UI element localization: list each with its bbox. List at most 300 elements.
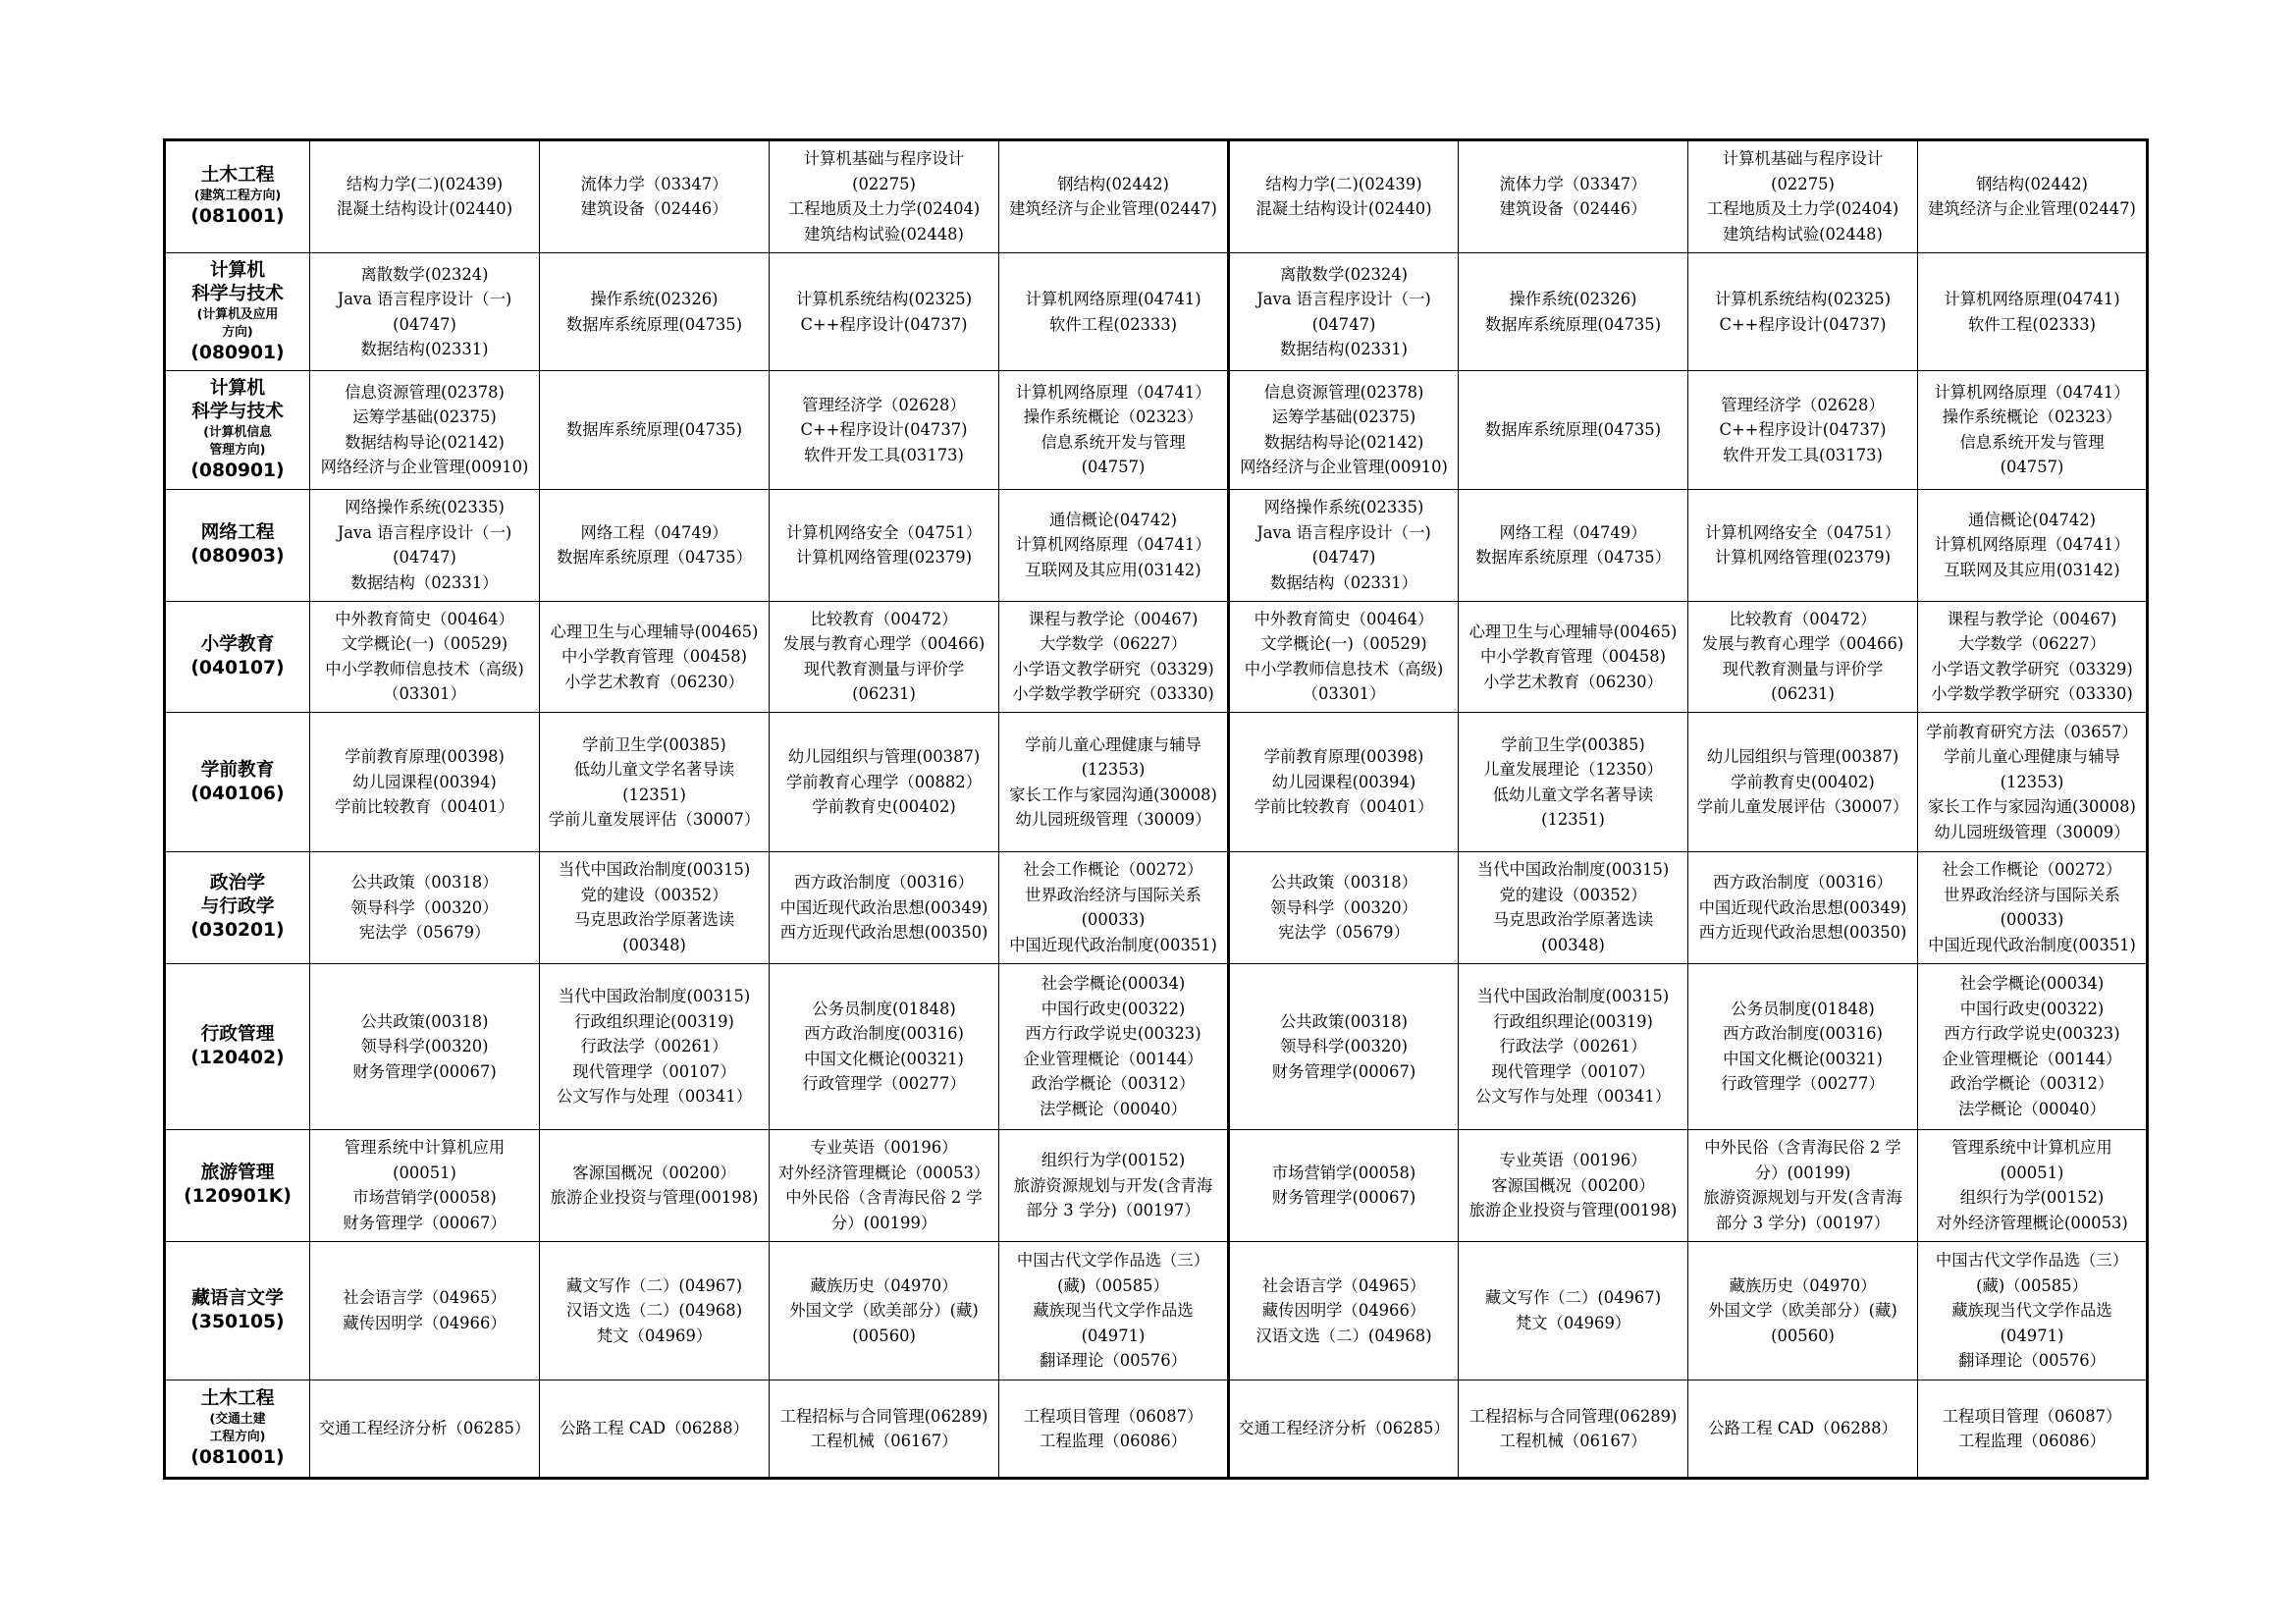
- course-line: 结构力学(二)(02439): [1265, 174, 1422, 193]
- course-line: 信息资源管理(02378): [1263, 382, 1424, 402]
- course-line: 法学概论（00040）: [1957, 1099, 2107, 1118]
- course-cell: [1918, 252, 2148, 370]
- course-line: 信息系统开发与管理: [1041, 432, 1186, 452]
- course-line: 学前儿童发展评估（30007）: [1696, 797, 1909, 817]
- course-line: 小学语文教学研究（03329): [1931, 659, 2133, 678]
- course-cell: [999, 1129, 1229, 1241]
- course-line: 计算机网络原理（04741）: [1934, 535, 2130, 555]
- course-line: 数据库系统原理(04735): [1484, 420, 1662, 440]
- course-cell: [540, 1241, 770, 1380]
- course-line: 企业管理概论（00144）: [1942, 1049, 2122, 1068]
- table-row: [165, 1380, 2148, 1479]
- course-cell: [540, 963, 770, 1129]
- course-line: 领导科学(00320): [1279, 1037, 1409, 1056]
- course-line: 当代中国政治制度(00315): [1476, 860, 1670, 880]
- course-cell: [310, 1380, 540, 1479]
- course-line: 计算机网络管理(02379): [795, 548, 973, 568]
- course-line: 幼儿园班级管理（30009）: [1934, 822, 2130, 841]
- course-line: 网络工程（04749）: [580, 522, 728, 542]
- course-line: 家长工作与家园沟通(30008): [1009, 785, 1217, 804]
- course-line: 学前教育心理学（00882）: [785, 772, 983, 791]
- course-line: 学前教育史(00402): [1731, 772, 1875, 791]
- major-line: 土木工程: [200, 1388, 275, 1410]
- course-line: 通信概论(04742): [1967, 510, 2097, 529]
- course-line: 计算机基础与程序设计: [803, 149, 965, 169]
- course-line: 财务管理学(00067): [1271, 1061, 1416, 1081]
- major-line: (081001): [190, 1447, 285, 1469]
- course-line: 工程项目管理（06087）: [1942, 1406, 2122, 1426]
- course-cell: [540, 713, 770, 852]
- course-line: 学前儿童心理健康与辅导: [1944, 747, 2120, 767]
- course-line: 藏族历史（04970）: [1729, 1275, 1877, 1295]
- major-cell: [165, 851, 310, 963]
- course-line: 钢结构(02442): [1976, 174, 2088, 193]
- course-line: 计算机系统结构(02325): [1714, 290, 1892, 309]
- course-line: 混凝土结构设计(02440): [1255, 199, 1432, 219]
- course-line: (04747): [393, 314, 456, 334]
- course-line: 部分 3 学分)（00197）: [1026, 1201, 1201, 1219]
- course-line: 梵文（04969）: [596, 1326, 713, 1345]
- course-line: 社会学概论(00034): [1041, 974, 1186, 994]
- course-cell: [1918, 489, 2148, 601]
- course-cell: [1459, 489, 1688, 601]
- course-line: 建筑经济与企业管理(02447): [1928, 199, 2136, 219]
- course-cell: [1459, 601, 1688, 713]
- course-cell: [540, 851, 770, 963]
- course-line: 西方近现代政治思想(00350): [779, 923, 988, 943]
- course-cell: [999, 1380, 1229, 1479]
- course-cell: [1229, 601, 1459, 713]
- course-line: 建筑结构试验(02448): [804, 224, 964, 244]
- course-line: 中小学教育管理（00458): [1479, 647, 1667, 667]
- course-line: 操作系统概论（02323）: [1942, 407, 2122, 427]
- course-line: 西方行政学说史(00323): [1944, 1024, 2120, 1044]
- course-line: 幼儿园组织与管理(00387): [1706, 747, 1899, 767]
- course-cell: [1459, 140, 1688, 253]
- course-line: 管理系统中计算机应用: [1951, 1138, 2112, 1158]
- exam-schedule-table: [163, 138, 2149, 1480]
- course-line: 建筑结构试验(02448): [1723, 224, 1883, 244]
- course-line: 学前比较教育（00401）: [335, 797, 514, 817]
- course-line: 公务员制度(01848): [1731, 999, 1875, 1018]
- course-line: 离散数学(02324): [1279, 264, 1409, 284]
- major-line: (040106): [190, 783, 285, 804]
- course-line: 比较教育（00472）: [1729, 609, 1877, 628]
- course-line: 文学概论(一)（00529): [1260, 634, 1427, 654]
- course-line: 家长工作与家园沟通(30008): [1928, 797, 2136, 817]
- course-line: (12351): [622, 785, 686, 804]
- major-line: (120402): [190, 1047, 285, 1068]
- course-cell: [770, 851, 999, 963]
- major-line: (080901): [190, 342, 285, 363]
- course-cell: [1459, 851, 1688, 963]
- course-line: 计算机网络安全（04751）: [1704, 522, 1901, 542]
- course-line: 工程机械（06167）: [810, 1432, 958, 1451]
- course-line: 中国行政史(00322): [1041, 999, 1186, 1018]
- major-line: 管理方向): [209, 442, 266, 458]
- major-line: (080903): [190, 546, 285, 568]
- course-cell: [1459, 1380, 1688, 1479]
- course-line: 马克思政治学原著选读: [1492, 910, 1654, 930]
- course-line: 公文写作与处理（00341）: [1474, 1087, 1672, 1106]
- course-line: 数据库系统原理(04735): [1484, 314, 1662, 334]
- course-line: 中外民俗（含青海民俗 2 学: [1704, 1138, 1901, 1158]
- course-line: 学前教育原理(00398): [345, 747, 505, 767]
- course-line: 客源国概况（00200）: [572, 1163, 736, 1182]
- course-line: 互联网及其应用(03142): [1025, 560, 1201, 579]
- major-line: 科学与技术: [191, 401, 284, 422]
- course-line: 离散数学(02324): [360, 264, 489, 284]
- major-line: (040107): [190, 657, 285, 678]
- course-cell: [999, 713, 1229, 852]
- course-line: 西方政治制度（00316）: [1713, 873, 1893, 893]
- major-cell: [165, 252, 310, 370]
- course-line: 宪法学（05679）: [358, 923, 491, 943]
- course-line: 财务管理学(00067): [1271, 1188, 1416, 1208]
- major-line: (030201): [190, 920, 285, 942]
- course-cell: [1688, 252, 1918, 370]
- course-line: 学前儿童发展评估（30007）: [548, 810, 761, 830]
- course-line: 运筹学基础(02375): [1271, 407, 1416, 427]
- course-cell: [770, 1380, 999, 1479]
- course-cell: [1918, 963, 2148, 1129]
- course-cell: [770, 252, 999, 370]
- course-line: (12353): [1081, 760, 1146, 780]
- course-line: 对外经济管理概论(00053): [1936, 1213, 2128, 1232]
- course-line: 西方近现代政治思想(00350): [1698, 923, 1907, 943]
- course-line: 领导科学（00320）: [1269, 897, 1418, 917]
- course-cell: [1459, 1241, 1688, 1380]
- course-line: 专业英语（00196）: [810, 1138, 958, 1158]
- course-cell: [1229, 1380, 1459, 1479]
- course-line: 政治学概论（00312）: [1031, 1074, 1196, 1094]
- table-row: [165, 140, 2148, 253]
- course-line: 行政组织理论(00319): [574, 1011, 734, 1031]
- course-line: 数据结构（02331）: [1269, 572, 1418, 592]
- course-line: 专业英语（00196）: [1499, 1151, 1647, 1169]
- table-row: [165, 713, 2148, 852]
- course-line: (00051): [2000, 1163, 2064, 1182]
- course-line: 汉语文选（二）(04968): [565, 1301, 743, 1321]
- course-cell: [1918, 601, 2148, 713]
- major-cell: [165, 963, 310, 1129]
- course-cell: [540, 252, 770, 370]
- course-line: (04971): [1081, 1326, 1146, 1345]
- table-row: [165, 963, 2148, 1129]
- course-cell: [770, 1241, 999, 1380]
- course-line: 法学概论（00040）: [1039, 1099, 1188, 1118]
- course-line: 外国文学（欧美部分）(藏): [789, 1301, 979, 1321]
- course-line: 中外教育简史（00464）: [1254, 609, 1434, 628]
- major-line: (081001): [190, 206, 285, 228]
- course-line: 中国近现代政治思想(00349): [1698, 897, 1907, 917]
- course-line: 现代教育测量与评价学: [1722, 659, 1884, 678]
- course-cell: [1688, 713, 1918, 852]
- course-cell: [310, 713, 540, 852]
- course-line: 低幼儿童文学名著导读: [1492, 785, 1654, 804]
- course-line: 学前教育原理(00398): [1263, 747, 1424, 767]
- course-line: (00560): [852, 1326, 916, 1345]
- course-line: 小学语文教学研究（03329): [1012, 659, 1214, 678]
- course-cell: [1229, 489, 1459, 601]
- course-line: C++程序设计(04737): [1719, 420, 1887, 440]
- course-line: 网络工程（04749）: [1499, 522, 1647, 542]
- course-line: 数据库系统原理(04735): [565, 314, 743, 334]
- course-line: 中国古代文学作品选（三）: [1016, 1251, 1210, 1271]
- course-cell: [1459, 963, 1688, 1129]
- course-line: 社会学概论(00034): [1959, 974, 2105, 994]
- course-line: 数据库系统原理(04735): [565, 420, 743, 440]
- course-line: (00560): [1771, 1326, 1835, 1345]
- course-line: 幼儿园课程(00394): [352, 772, 497, 791]
- course-cell: [999, 371, 1229, 489]
- exam-schedule-body: [165, 140, 2148, 1479]
- major-cell: [165, 1129, 310, 1241]
- course-cell: [1918, 140, 2148, 253]
- course-cell: [310, 1241, 540, 1380]
- course-line: 交通工程经济分析（06285）: [1238, 1419, 1450, 1438]
- course-line: 公路工程 CAD（06288）: [1708, 1419, 1897, 1438]
- course-line: 社会语言学（04965）: [1261, 1275, 1426, 1295]
- course-cell: [540, 489, 770, 601]
- course-line: 交通工程经济分析（06285）: [318, 1419, 531, 1438]
- course-cell: [999, 1241, 1229, 1380]
- course-line: 管理经济学（02628）: [802, 395, 966, 414]
- course-cell: [310, 252, 540, 370]
- course-line: 软件开发工具(03173): [804, 445, 964, 464]
- course-line: (12353): [2000, 772, 2064, 791]
- major-cell: [165, 371, 310, 489]
- course-line: 数据结构导论(02142): [1263, 432, 1424, 452]
- course-line: 工程监理（06086）: [1957, 1432, 2107, 1451]
- course-cell: [1918, 713, 2148, 852]
- course-line: 现代管理学（00107）: [1491, 1061, 1655, 1081]
- course-cell: [1918, 1380, 2148, 1479]
- course-line: 外国文学（欧美部分）(藏): [1708, 1301, 1897, 1321]
- course-line: 现代管理学（00107）: [572, 1061, 736, 1081]
- course-line: 学前儿童心理健康与辅导: [1025, 734, 1201, 754]
- course-line: 当代中国政治制度(00315): [558, 987, 751, 1005]
- course-line: C++程序设计(04737): [800, 314, 968, 334]
- table-row: [165, 851, 2148, 963]
- course-line: (藏)（00585）: [1976, 1275, 2088, 1295]
- course-line: (02275): [1771, 174, 1835, 193]
- course-line: 数据结构（02331）: [350, 572, 499, 592]
- course-line: 藏文写作（二）(04967): [565, 1275, 743, 1295]
- course-line: 中外教育简史（00464）: [335, 609, 514, 628]
- course-cell: [1229, 1129, 1459, 1241]
- major-line: (计算机信息: [203, 424, 272, 440]
- course-line: (04747): [393, 548, 456, 568]
- course-line: 幼儿园班级管理（30009）: [1015, 810, 1211, 830]
- course-line: 网络经济与企业管理(00910): [1240, 458, 1448, 477]
- course-line: 部分 3 学分)（00197）: [1715, 1213, 1891, 1232]
- course-line: 行政管理学（00277）: [1721, 1074, 1885, 1094]
- course-line: C++程序设计(04737): [800, 420, 968, 440]
- course-line: 学前卫生学(00385): [1501, 734, 1645, 754]
- course-line: 工程招标与合同管理(06289): [779, 1406, 988, 1426]
- course-cell: [770, 489, 999, 601]
- course-line: 中小学教师信息技术（高级): [1244, 659, 1444, 678]
- course-line: 小学数学教学研究（03330): [1012, 684, 1214, 704]
- course-line: 学前教育研究方法（03657）: [1926, 722, 2138, 741]
- course-cell: [1918, 851, 2148, 963]
- course-line: 领导科学（00320）: [350, 897, 499, 917]
- table-row: [165, 252, 2148, 370]
- course-cell: [540, 601, 770, 713]
- course-line: 市场营销学(00058): [1271, 1163, 1416, 1182]
- course-cell: [770, 713, 999, 852]
- course-line: 行政组织理论(00319): [1493, 1011, 1653, 1031]
- course-line: 西方政治制度（00316）: [794, 873, 974, 893]
- course-line: 管理经济学（02628）: [1721, 395, 1885, 414]
- course-line: 当代中国政治制度(00315): [1476, 987, 1670, 1005]
- course-line: 中国行政史(00322): [1959, 999, 2105, 1018]
- course-line: 公文写作与处理（00341）: [556, 1087, 753, 1106]
- course-line: 大学数学（06227）: [1957, 634, 2107, 654]
- course-cell: [1459, 713, 1688, 852]
- course-line: 宪法学（05679）: [1278, 923, 1410, 943]
- course-line: 建筑设备（02446）: [1499, 199, 1647, 219]
- course-line: 工程地质及土力学(02404): [1706, 199, 1899, 219]
- course-line: 软件开发工具(03173): [1723, 445, 1883, 464]
- course-cell: [310, 489, 540, 601]
- major-line: (建筑工程方向): [193, 189, 282, 204]
- course-line: 对外经济管理概论（00053）: [777, 1163, 990, 1182]
- major-line: 小学教育: [200, 633, 275, 655]
- course-line: (04757): [1081, 458, 1146, 477]
- course-line: 财务管理学（00067）: [343, 1213, 507, 1232]
- course-line: (00348): [1541, 935, 1605, 954]
- course-line: 计算机网络原理(04741): [1944, 290, 2120, 309]
- course-line: 操作系统(02326): [1509, 290, 1637, 309]
- course-line: 行政法学（00261）: [580, 1037, 728, 1056]
- course-line: 西方政治制度(00316): [1723, 1024, 1883, 1044]
- course-line: 财务管理学(00067): [352, 1061, 497, 1081]
- major-line: (080901): [190, 460, 285, 481]
- course-cell: [1688, 1129, 1918, 1241]
- course-line: 旅游企业投资与管理(00198): [1468, 1201, 1678, 1219]
- course-line: 藏族现当代文学作品选: [1033, 1301, 1194, 1321]
- course-line: 藏族历史（04970）: [810, 1275, 958, 1295]
- course-line: 公路工程 CAD（06288）: [560, 1419, 749, 1438]
- course-line: 市场营销学(00058): [352, 1188, 497, 1208]
- course-line: 公共政策（00318）: [1269, 873, 1418, 893]
- major-line: 旅游管理: [200, 1163, 275, 1184]
- course-line: 组织行为学(00152): [1041, 1151, 1186, 1169]
- course-cell: [999, 851, 1229, 963]
- course-cell: [310, 1129, 540, 1241]
- course-line: 党的建设（00352）: [1499, 885, 1647, 904]
- major-line: 行政管理: [200, 1023, 275, 1045]
- course-line: 企业管理概论（00144）: [1023, 1049, 1203, 1068]
- course-cell: [540, 140, 770, 253]
- course-cell: [1229, 1241, 1459, 1380]
- course-line: 社会工作概论（00272）: [1942, 860, 2122, 880]
- course-cell: [310, 601, 540, 713]
- course-line: 网络经济与企业管理(00910): [320, 458, 529, 477]
- course-line: 通信概论(04742): [1048, 510, 1178, 529]
- course-line: 信息系统开发与管理: [1959, 432, 2105, 452]
- course-cell: [1688, 371, 1918, 489]
- major-line: 政治学: [209, 873, 266, 894]
- course-cell: [1688, 963, 1918, 1129]
- course-line: 西方政治制度(00316): [804, 1024, 964, 1044]
- course-cell: [1918, 1241, 2148, 1380]
- course-line: 工程项目管理（06087）: [1023, 1406, 1203, 1426]
- course-line: 公共政策(00318): [1279, 1011, 1409, 1031]
- course-cell: [999, 601, 1229, 713]
- major-cell: [165, 489, 310, 601]
- course-line: 汉语文选（二）(04968): [1255, 1326, 1432, 1345]
- course-line: 操作系统(02326): [590, 290, 719, 309]
- course-line: 计算机系统结构(02325): [795, 290, 973, 309]
- course-line: 数据结构导论(02142): [345, 432, 505, 452]
- course-line: 儿童发展理论（12350）: [1483, 760, 1663, 780]
- course-line: 小学数学教学研究（03330): [1931, 684, 2133, 704]
- course-cell: [1229, 851, 1459, 963]
- course-line: 现代教育测量与评价学: [803, 659, 965, 678]
- course-line: 西方行政学说史(00323): [1025, 1024, 1201, 1044]
- course-line: 数据库系统原理（04735）: [556, 548, 753, 568]
- course-line: 软件工程(02333): [1048, 314, 1178, 334]
- course-line: 世界政治经济与国际关系: [1944, 885, 2120, 904]
- course-line: 工程监理（06086）: [1039, 1432, 1188, 1451]
- course-line: (04747): [1311, 548, 1376, 568]
- major-line: 工程方向): [209, 1430, 266, 1445]
- table-row: [165, 371, 2148, 489]
- course-line: 学前教育史(00402): [812, 797, 956, 817]
- course-line: 工程地质及土力学(02404): [787, 199, 981, 219]
- course-cell: [999, 252, 1229, 370]
- course-line: 计算机网络管理(02379): [1714, 548, 1892, 568]
- course-line: 中国古代文学作品选（三）: [1935, 1251, 2129, 1271]
- course-line: 中外民俗（含青海民俗 2 学: [785, 1188, 983, 1208]
- course-line: 小学艺术教育（06230）: [1483, 672, 1663, 691]
- course-line: 藏传因明学（04966）: [1261, 1301, 1426, 1321]
- course-cell: [1459, 252, 1688, 370]
- course-line: 工程招标与合同管理(06289): [1468, 1406, 1678, 1426]
- course-line: 数据结构(02331): [360, 340, 489, 359]
- course-cell: [770, 601, 999, 713]
- major-line: (计算机及应用: [196, 306, 279, 322]
- major-line: (120901K): [184, 1186, 292, 1208]
- course-line: (00051): [393, 1163, 456, 1182]
- course-line: 藏族现当代文学作品选: [1951, 1301, 2112, 1321]
- course-line: 学前卫生学(00385): [582, 734, 726, 754]
- course-line: 软件工程(02333): [1967, 314, 2097, 334]
- course-cell: [1688, 851, 1918, 963]
- course-line: (04757): [2000, 458, 2064, 477]
- course-line: 操作系统概论（02323）: [1023, 407, 1203, 427]
- course-cell: [1918, 371, 2148, 489]
- course-line: (00033): [2000, 910, 2064, 930]
- course-line: 翻译理论（00576）: [1039, 1351, 1188, 1371]
- course-line: 学前比较教育（00401）: [1254, 797, 1434, 817]
- course-line: 中国近现代政治思想(00349): [779, 897, 988, 917]
- course-cell: [999, 140, 1229, 253]
- course-line: 中国近现代政治制度(00351): [1009, 935, 1217, 954]
- course-line: 数据库系统原理（04735）: [1474, 548, 1672, 568]
- course-line: 旅游资源规划与开发(含青海: [1703, 1188, 1902, 1208]
- major-line: 学前教育: [200, 759, 275, 781]
- course-cell: [1229, 371, 1459, 489]
- course-cell: [1688, 1241, 1918, 1380]
- course-line: (06231): [852, 684, 916, 704]
- course-line: 流体力学（03347）: [1499, 174, 1647, 193]
- course-line: 计算机网络原理（04741）: [1015, 535, 1211, 555]
- course-line: 钢结构(02442): [1057, 174, 1169, 193]
